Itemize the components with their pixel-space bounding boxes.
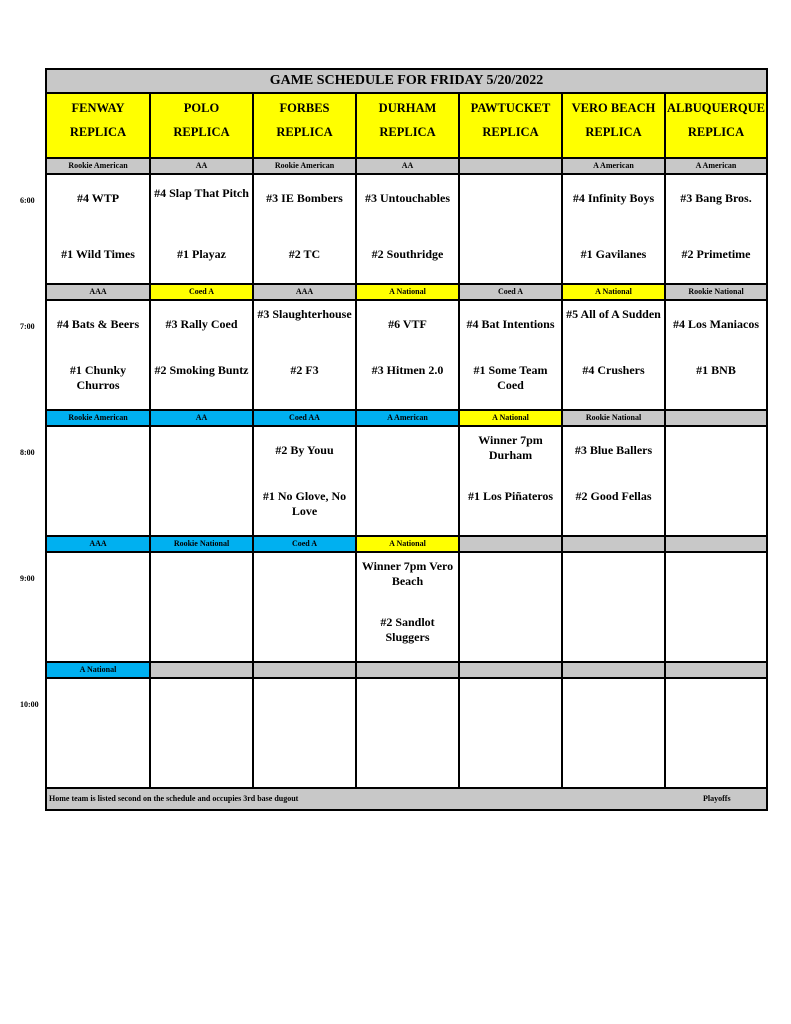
division-label [151,663,252,677]
division-label: A National [357,537,458,551]
away-team: #4 Bats & Beers [56,317,140,331]
field-subtitle: REPLICA [69,125,127,139]
division-label: AAA [254,285,355,299]
time-label: 7:00 [20,322,35,331]
game-cell [254,301,355,409]
field-name: VERO BEACH [571,101,656,115]
field-header [563,94,664,157]
home-team: #1 Some Team Coed [473,363,548,392]
away-team: #4 Slap That Pitch [154,186,249,200]
time-column [0,0,44,1024]
field-subtitle: REPLICA [585,125,642,139]
game-cell [460,553,561,661]
game-cell [460,427,561,535]
home-team: #1 Playaz [177,247,226,261]
field-name: FENWAY [71,101,125,115]
game-cell [254,679,355,787]
home-team: #1 No Glove, No Love [262,489,347,518]
home-team-note: Home team is listed second on the schedule and occupies 3rd base dugout [49,794,299,803]
division-label: A National [460,411,561,425]
home-team: #2 F3 [290,363,319,377]
division-label: AA [151,159,252,173]
division-label: Coed A [254,537,355,551]
away-team: Winner 7pm Durham [478,433,543,462]
away-team: #6 VTF [388,317,427,331]
home-team: #2 Sandlot Sluggers [380,615,435,644]
game-cell [151,301,252,409]
field-header [666,94,766,157]
field-header [357,94,458,157]
home-team: #1 Los Piñateros [467,489,554,503]
game-cell [151,175,252,283]
game-cell [254,553,355,661]
division-label [254,663,355,677]
away-team: Winner 7pm Vero Beach [361,559,454,588]
game-cell [563,553,664,661]
division-label [563,537,664,551]
away-team: #3 Bang Bros. [680,191,752,205]
game-cell [357,175,458,283]
game-cell [460,301,561,409]
home-team: #1 Gavilanes [580,247,647,261]
game-cell [47,427,149,535]
game-cell [47,679,149,787]
field-subtitle: REPLICA [276,125,333,139]
field-name: DURHAM [378,101,437,115]
game-cell [47,553,149,661]
game-cell [151,679,252,787]
division-label: AA [151,411,252,425]
schedule-table [45,68,768,811]
game-cell [563,427,664,535]
game-cell [357,301,458,409]
field-subtitle: REPLICA [173,125,230,139]
division-label: Coed A [460,285,561,299]
game-cell [666,553,766,661]
time-label: 8:00 [20,448,35,457]
away-team: #3 Untouchables [364,191,450,205]
game-cell [563,679,664,787]
home-team: #3 Hitmen 2.0 [371,363,444,377]
division-label [666,663,766,677]
home-team: #4 Crushers [582,363,645,377]
game-cell [460,679,561,787]
division-label: Rookie National [563,411,664,425]
division-label: Rookie American [47,411,149,425]
division-label [460,159,561,173]
game-cell [47,301,149,409]
home-team: #1 Wild Times [61,247,135,261]
field-subtitle: REPLICA [379,125,436,139]
game-cell [563,301,664,409]
division-label: A American [563,159,664,173]
field-name: FORBES [279,101,330,115]
division-label [666,411,766,425]
time-label: 6:00 [20,196,35,205]
division-label: A American [357,411,458,425]
schedule-title: GAME SCHEDULE FOR FRIDAY 5/20/2022 [47,70,766,92]
field-subtitle: REPLICA [687,125,745,139]
away-team: #5 All of A Sudden [566,307,661,321]
home-team: #2 Primetime [681,247,751,261]
away-team: #3 Rally Coed [165,317,238,331]
home-team: #2 Smoking Buntz [154,363,249,377]
home-team: #1 BNB [696,363,736,377]
division-label: Rookie American [254,159,355,173]
field-subtitle: REPLICA [482,125,539,139]
schedule-footer [47,789,766,809]
game-cell [151,553,252,661]
game-cell [151,427,252,535]
game-cell [357,679,458,787]
division-label: Coed A [151,285,252,299]
division-label: A National [47,663,149,677]
division-label: AA [357,159,458,173]
game-cell [666,679,766,787]
time-label: 9:00 [20,574,35,583]
away-team: #3 IE Bombers [266,191,343,205]
home-team: #2 Southridge [371,247,444,261]
division-label: AAA [47,537,149,551]
field-header [47,94,149,157]
away-team: #4 Bat Intentions [466,317,555,331]
division-label: A American [666,159,766,173]
away-team: #2 By Youu [275,443,334,457]
division-label: Coed AA [254,411,355,425]
division-label: Rookie American [47,159,149,173]
field-header [151,94,252,157]
field-header [460,94,561,157]
game-cell [460,175,561,283]
away-team: #4 WTP [76,191,120,205]
game-cell [666,301,766,409]
game-cell [254,427,355,535]
game-cell [666,175,766,283]
game-cell [47,175,149,283]
game-cell [254,175,355,283]
division-label [666,537,766,551]
away-team: #4 Los Maniacos [672,317,759,331]
field-name: ALBUQUERQUE [667,101,765,115]
division-label [357,663,458,677]
game-cell [563,175,664,283]
playoffs-label: Playoffs [703,794,731,803]
away-team: #4 Infinity Boys [572,191,655,205]
field-header [254,94,355,157]
division-label: Rookie National [151,537,252,551]
game-cell [666,427,766,535]
division-label: AAA [47,285,149,299]
away-team: #3 Blue Ballers [574,443,653,457]
away-team: #3 Slaughterhouse [257,307,352,321]
home-team: #2 TC [288,247,321,261]
division-label [460,537,561,551]
game-cell [357,553,458,661]
field-name: PAWTUCKET [470,101,551,115]
home-team: #2 Good Fellas [575,489,652,503]
time-label: 10:00 [20,700,39,709]
division-label: Rookie National [666,285,766,299]
field-name: POLO [183,101,220,115]
game-cell [357,427,458,535]
division-label [460,663,561,677]
division-label [563,663,664,677]
division-label: A National [563,285,664,299]
home-team: #1 Chunky Churros [69,363,127,392]
division-label: A National [357,285,458,299]
